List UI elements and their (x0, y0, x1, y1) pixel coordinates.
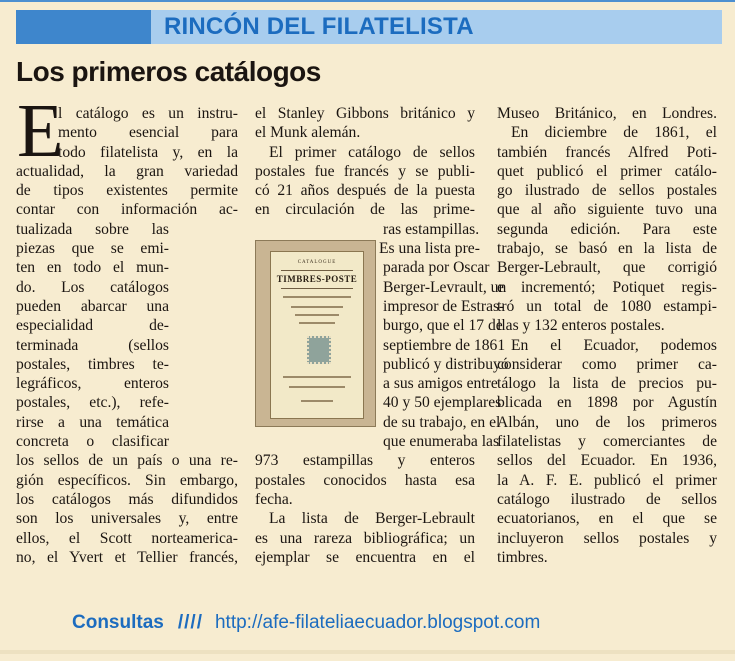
cover-rule (281, 270, 353, 271)
text-line: ras estampillas. (383, 220, 480, 238)
text-line: actualidad, la gran variedad (16, 162, 238, 180)
text-line: que enumeraba las (383, 433, 500, 451)
text-line: todo filatelista y, en la (58, 143, 238, 161)
cover-text-block (299, 322, 335, 324)
catalogue-cover (270, 251, 364, 419)
text-line: considerar como primer ca- (497, 355, 717, 373)
text-line: 973 estampillas y enteros (255, 452, 475, 470)
text-line: có 21 años después de la puesta (255, 182, 475, 200)
text-line: Es una lista pre- (379, 240, 480, 258)
section-title: RINCÓN DEL FILATELISTA (164, 13, 474, 40)
footer-label: Consultas (72, 612, 164, 633)
text-line: concreta o clasificar (16, 433, 169, 451)
text-line: Albán, uno de los primeros (497, 413, 717, 431)
text-line: burgo, que el 17 de (383, 317, 503, 335)
text-line: ellos, el Scott norteamerica- (16, 529, 238, 547)
text-line: 40 y 50 ejemplares (383, 394, 502, 412)
text-line: postales, timbres te- (16, 355, 169, 373)
text-line: quet publicó el primer catálo- (497, 162, 717, 180)
text-line: La lista de Berger-Lebrault (269, 510, 475, 528)
article-headline: Los primeros catálogos (16, 56, 321, 87)
text-line: El primer catálogo de sellos (269, 143, 475, 161)
footer-separator: //// (177, 612, 203, 633)
text-line: filatelistas y comerciantes de (497, 433, 717, 451)
text-line: de tipos existentes permite (16, 182, 238, 200)
cover-line-1: CATALOGUE (297, 260, 337, 265)
text-line: trabajo, se basó en la lista de (497, 240, 717, 258)
text-line: Berger-Lebrault, que corrigió (497, 259, 717, 277)
text-line: llas y 132 enteros postales. (497, 317, 665, 335)
cover-line-2: TIMBRES-POSTE (276, 274, 358, 284)
text-line: los catálogos más difundidos (16, 490, 238, 508)
text-line: postales fue francés y se publi- (255, 162, 475, 180)
text-line: ecuatorianos, en el que se (497, 510, 717, 528)
text-line: rirse a una temática (16, 413, 169, 431)
text-line: fecha. (255, 490, 293, 508)
text-line: incluyeron sellos postales y (497, 529, 717, 547)
text-line: el Munk alemán. (255, 124, 361, 142)
text-line: a sus amigos entre (383, 375, 498, 393)
text-line: impresor de Estras- (383, 297, 505, 315)
text-line: tálogo la lista de precios pu- (497, 375, 717, 393)
text-line: Berger-Levrault, un (383, 278, 507, 296)
text-line: En el Ecuador, podemos (511, 336, 717, 354)
drop-cap: E (17, 89, 64, 173)
text-line: que al año siguiente tuvo una (497, 201, 717, 219)
cover-text-block (291, 306, 343, 308)
text-line: tró un total de 1080 estampi- (497, 297, 717, 315)
footer-link[interactable]: http://afe-filateliaecuador.blogspot.com (214, 612, 541, 633)
text-line: publicó y distribuyó (383, 355, 509, 373)
text-line: también francés Alfred Poti- (497, 143, 717, 161)
text-line: no, el Yvert et Tellier francés, (16, 548, 238, 566)
cover-text-block (283, 376, 351, 378)
text-line: postales, etc.), refe- (16, 394, 169, 412)
text-line: septiembre de 1861 (383, 336, 506, 354)
text-line: es una rareza bibliográfica; un (255, 529, 475, 547)
text-line: son los universales y, entre (16, 510, 238, 528)
text-line: catálogo ilustrado de sellos (497, 490, 717, 508)
bottom-rule (0, 650, 735, 654)
text-line: Museo Británico, en Londres. (497, 105, 717, 122)
text-line: sellos del Ecuador. En 1936, (497, 452, 717, 470)
text-line: ejemplar se encuentra en el (255, 548, 475, 566)
text-line: En diciembre de 1861, el (511, 124, 717, 142)
banner-accent (16, 10, 151, 44)
cover-text-block (295, 314, 339, 316)
text-line: tualizada sobre las (16, 220, 169, 238)
text-line: el Stanley Gibbons británico y (255, 105, 475, 122)
text-line: piezas que se emi- (16, 240, 169, 258)
cover-text-block (301, 400, 333, 402)
text-line: legráficos, enteros (16, 375, 169, 393)
text-line: do. Los catálogos (16, 278, 169, 296)
text-line: timbres. (497, 548, 548, 566)
text-line: en circulación de las prime- (255, 201, 475, 219)
footer (72, 612, 540, 634)
text-line: ten en todo el mun- (16, 259, 169, 277)
section-banner (0, 10, 735, 44)
text-line: blicada en 1898 por Agustín (497, 394, 717, 412)
text-line: terminada (sellos (16, 336, 169, 354)
catalogue-photo (255, 240, 376, 427)
text-line: parada por Oscar (383, 259, 490, 277)
text-line: de su trabajo, en el (383, 413, 501, 431)
text-line: segunda edición. Para este (497, 220, 717, 238)
text-line: go ilustrado de sellos postales (497, 182, 717, 200)
text-line: e incrementó; Potiquet regis- (497, 278, 717, 296)
cover-rule (281, 288, 353, 289)
text-line: los sellos de un país o una re- (16, 452, 238, 470)
text-line: mento esencial para (58, 124, 238, 142)
article-column-3 (497, 104, 717, 567)
text-line: la A. F. E. publicó el primer (497, 471, 717, 489)
stamp-illustration (307, 336, 331, 364)
text-line: pueden abarcar una (16, 297, 169, 315)
text-line: contar con información ac- (16, 201, 238, 219)
text-line: gión específicos. Sin embargo, (16, 471, 238, 489)
cover-text-block (289, 386, 345, 388)
cover-text-block (283, 296, 351, 298)
article-column-1 (16, 104, 238, 567)
text-line: l catálogo es un instru- (58, 105, 238, 122)
text-line: postales conocidos hasta esa (255, 471, 475, 489)
text-line: especialidad de- (16, 317, 169, 335)
